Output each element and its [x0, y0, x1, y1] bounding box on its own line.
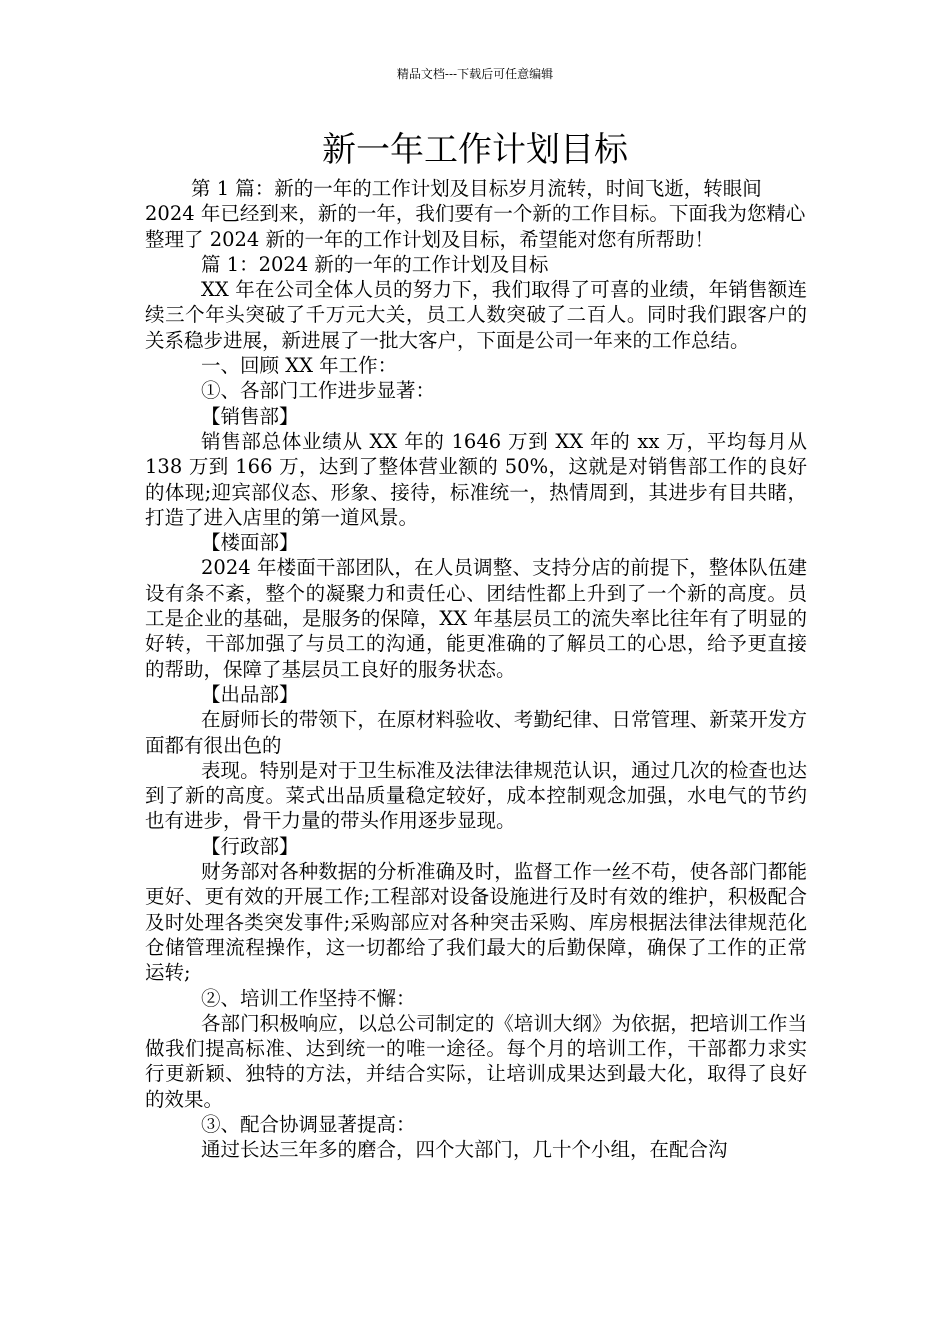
- section-heading: 篇 1：2024 新的一年的工作计划及目标: [201, 252, 549, 276]
- paragraph: 各部门积极响应，以总公司制定的《培训大纲》为依据，把培训工作当做我们提高标准、达到统一的唯一途径。每个月的培训工作，干部都力求实行更新颖、独特的方法，并结合实际，让培训成果达到最大化，取得了良好的效果。: [145, 1011, 807, 1111]
- subsection-heading: ②、培训工作坚持不懈：: [201, 986, 416, 1010]
- paragraph: 在厨师长的带领下，在原材料验收、考勤纪律、日常管理、新菜开发方面都有很出色的: [145, 708, 807, 757]
- paragraph: 2024 年楼面干部团队，在人员调整、支持分店的前提下，整体队伍建设有条不紊，整个的凝聚力和责任心、团结性都上升到了一个新的高度。员工是企业的基础，是服务的保障，XX 年基层员工的流失率比往年有了明显的好转，干部加强了与员工的沟通，能更准确的了解员工的心思，给予更直接的帮助，保障了基层员工良好的服务状态。: [145, 556, 807, 681]
- subsection-heading: ①、各部门工作进步显著：: [201, 379, 436, 403]
- paragraph: 财务部对各种数据的分析准确及时，监督工作一丝不苟，使各部门都能更好、更有效的开展工作;工程部对设备设施进行及时有效的维护，积极配合及时处理各类突发事件;采购部应对各种突击采购、库房根据法律法律规范化仓储管理流程操作，这一切都给了我们最大的后勤保障，确保了工作的正常运转;: [145, 860, 807, 985]
- paragraph: 表现。特别是对于卫生标准及法律法律规范认识，通过几次的检查也达到了新的高度。菜式出品质量稳定较好，成本控制观念加强，水电气的节约也有进步，骨干力量的带头作用逐步显现。: [145, 758, 807, 833]
- paragraph: 通过长达三年多的磨合，四个大部门，几十个小组，在配合沟: [201, 1138, 728, 1162]
- department-heading-kitchen: 【出品部】: [201, 682, 299, 706]
- department-heading-floor: 【楼面部】: [201, 531, 299, 555]
- section-heading: 一、回顾 XX 年工作：: [201, 354, 398, 378]
- department-heading-sales: 【销售部】: [201, 404, 299, 428]
- department-heading-admin: 【行政部】: [201, 834, 299, 858]
- subsection-heading: ③、配合协调显著提高：: [201, 1112, 416, 1136]
- document-title: 新一年工作计划目标: [322, 130, 628, 170]
- page-header-note: 精品文档---下载后可任意编辑: [396, 67, 554, 81]
- intro-paragraph: 第 1 篇：新的一年的工作计划及目标岁月流转，时间飞逝，转眼间 2024 年已经到来，新的一年，我们要有一个新的工作目标。下面我为您精心整理了 2024 新的一年的工作计划及目标，希望能对您有所帮助！: [145, 177, 806, 251]
- document-body: [145, 176, 807, 1163]
- paragraph: XX 年在公司全体人员的努力下，我们取得了可喜的业绩，年销售额连续三个年头突破了千万元大关，员工人数突破了二百人。同时我们跟客户的关系稳步进展，新进展了一批大客户，下面是公司一年来的工作总结。: [145, 278, 807, 352]
- paragraph: 销售部总体业绩从 XX 年的 1646 万到 XX 年的 xx 万，平均每月从 138 万到 166 万，达到了整体营业额的 50%，这就是对销售部工作的良好的体现;迎宾部仪态、形象、接待，标准统一，热情周到，其进步有目共睹，打造了进入店里的第一道风景。: [145, 429, 807, 529]
